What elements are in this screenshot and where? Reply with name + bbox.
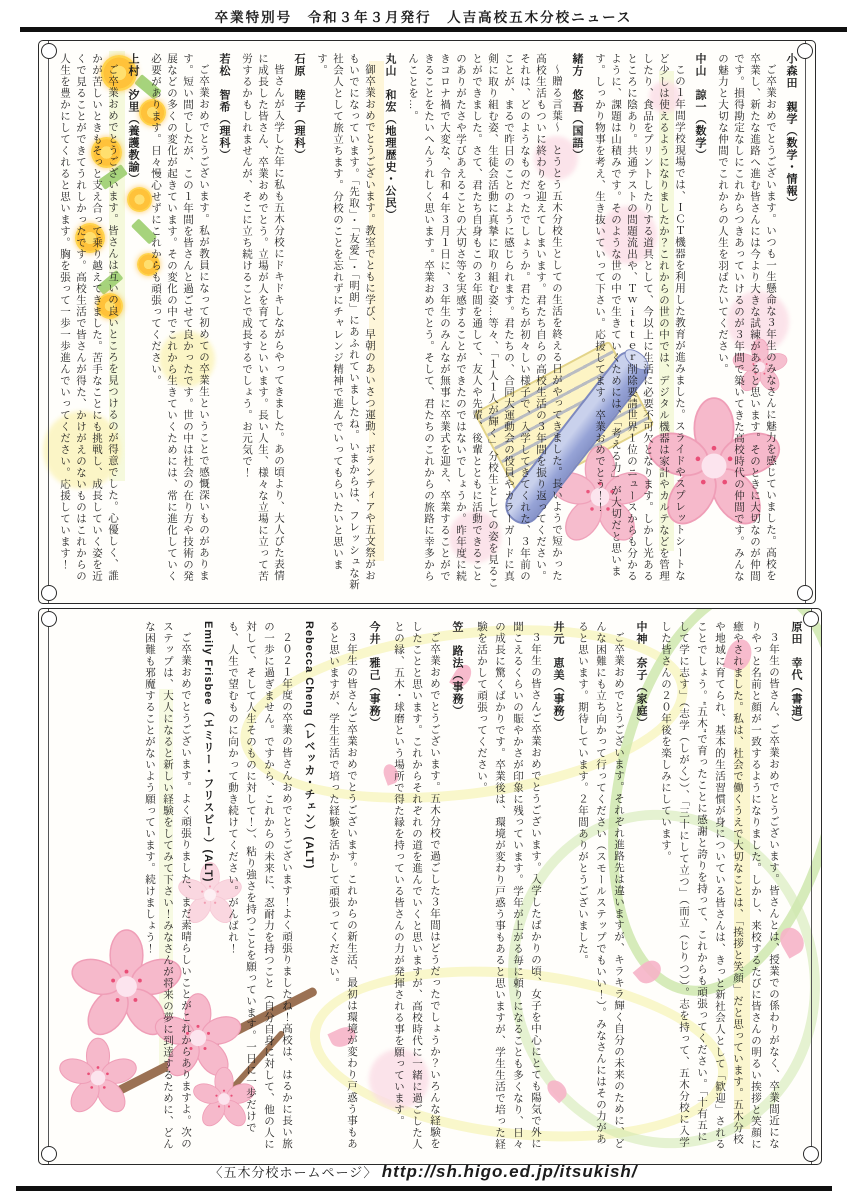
teacher-name: 小森田 親学（数学・情報） xyxy=(785,53,797,209)
teacher-message xyxy=(592,53,708,591)
teacher-name: 中神 奈子（家庭） xyxy=(635,621,647,729)
teacher-message xyxy=(473,621,567,1152)
scroll-curl-icon xyxy=(803,1146,819,1162)
message-text: ご卒業おめでとうございます。よく頑張りました、まだ素晴らしいことがこれからありますよ。次のステップは、大人になると新しい経験をしてみて下さい！みなさんが将来の夢に到達するために、どんな困難も邪魔することがないよう願っています。続けましょう！ xyxy=(144,621,192,1150)
message-text: 〜贈る言葉〜 とうとう五木分校生としての生活を終える日がやってきました。長いようで短かった高校生活もついに終わりを迎えてしまいます。君たち自らの高校生活の３年間を振り返ってください。それは、どのようなものだったでしょうか。君たちが初々しい様子で、入学してきてくれた、３年前のことが、まるで昨日のことのように感じられます。君たちの、合同大運動会の役員やカラーガードに真剣に取り組む姿、生徒会活動に真摯に取り組む姿…等々、「１人１人が輝く」分校生としての姿を見ることができました。さて、君たち自身もこの３年間を通して、友人や先輩、後輩とともに活動できることのありがたさや学びあえることの大切さ等を実感することができたのではないでしょうか。昨年度に続きコロナ禍で大変な、令和４年３月１日に、３年生のみんなが無事に卒業式を迎え、卒業することができることをたいへんうれしく思います。卒業おめでとう。そして、君たちのこれからの旅路に幸多からんことを…。 xyxy=(407,53,563,589)
teacher-name: 原田 幸代（書道） xyxy=(790,621,802,729)
teacher-name: 上村 汐里（養護教諭） xyxy=(127,53,139,185)
teacher-message xyxy=(148,53,232,591)
message-text: この１年間学校現場では、ＩＣＴ機器を利用した教育が進みました。スライドやスプレットシートなど少しは使えるようになりましたか？これからの世の中では、デジタル機器は家計やカルテなどを管理したり、食品をプリントしたりする道具として、今以上に生活に必要不可欠となります。しかし光あるところに陰あり。共通テストの問題流出や、Ｔｗｉｔｔｅｒ削除要請世界１位のニュースからも分かるように、課題は山積みです。そのような世の中で生きていくためには、「考える力」が大切だと思います。しっかり物事を考え、生き抜いていって下さい。応援してます。卒業おめでとう！！ xyxy=(594,53,686,582)
message-text: ご卒業おめでとうございます。皆さんは互いの良いところを見つけるのが得意でした。心優しく、誰かが苦しいときもそっと支え合って乗り越えてきました。苦手なことにも挑戦し、成長していく姿を近くで見ることができてうれしかったです。高校生活で皆さんが得た、かけがえのないものはこれからの人生を豊かにしてくれると思います。胸を張って一歩一歩進んでいってください。応援しています！ xyxy=(59,53,119,582)
teacher-name: Emily Frisbee（エミリー・フリスビー）(ALT) xyxy=(202,621,214,883)
teacher-name: Rebecca Cheng（レベッカ・チェン）(ALT) xyxy=(303,621,315,870)
teacher-message xyxy=(574,621,650,1152)
messages-text-flow xyxy=(55,621,805,1152)
teacher-message xyxy=(325,621,383,1152)
scroll-edge-line xyxy=(811,609,812,1164)
scroll-curl-icon xyxy=(797,43,813,59)
teacher-name: 今井 雅己（事務） xyxy=(368,621,380,729)
homepage-label: 〈五木分校ホームページ〉 xyxy=(209,1165,378,1180)
teacher-message xyxy=(405,53,585,591)
teacher-name: 笠 路法（事務） xyxy=(451,621,463,717)
teacher-name: 井元 恵美（事務） xyxy=(552,621,564,729)
messages-panel-top xyxy=(38,40,816,604)
scroll-curl-icon xyxy=(41,585,57,601)
newsletter-title: 卒業特別号 令和３年３月発行 人吉高校五木分校ニュース xyxy=(214,10,633,25)
scroll-curl-icon xyxy=(797,585,813,601)
teacher-name: 丸山 和宏（地理歴史・公民） xyxy=(384,53,396,221)
teacher-message xyxy=(224,621,318,1152)
scroll-curl-icon xyxy=(41,43,57,59)
scroll-edge-line xyxy=(805,41,806,603)
teacher-name: 中山 諒一（数学） xyxy=(694,53,706,161)
teacher-message xyxy=(314,53,398,591)
scroll-curl-icon xyxy=(41,611,57,627)
teacher-name: 若松 智希（理科） xyxy=(218,53,230,161)
message-text: ３年生の皆さん、ご卒業おめでとうございます。皆さんとは、授業での係わりがなく、卒業間近になりやっと名前と顔が一致するようになりました。しかし、来校するたびに皆さんの明るい挨拶と笑顔に癒やされました。私は、社会で働くうえで大切なことは、「挨拶と笑顔」だと思っています。五木分校や地域に育てられ、基本的生活習慣が身についている皆さんは、きっと新社会人として「歓迎」されることでしょう。“五木”で育ったことに感謝と誇りを持って、これからも頑張ってください。「十有五にして学に志す」（志学（しがく））、「三十にして立つ」（而立（じりつ））。志を持って、五木分校に入学した皆さんの２０年後を楽しみにしています。 xyxy=(660,621,780,1150)
message-text: ご卒業おめでとうございます。それぞれ進路先は違いますが、キラキラ輝く自分の未来のために、どんな困難にも立ち向かって行ってください（スモールステップでもいい！）。みなさんにはその力があると思います。期待しています。２年間ありがとうございました。 xyxy=(577,621,625,1150)
teacher-name: 緒方 悠吾（国語） xyxy=(571,53,583,161)
teacher-message xyxy=(141,621,217,1152)
teacher-message xyxy=(57,53,141,591)
scroll-edge-line xyxy=(48,609,49,1164)
message-text: ご卒業おめでとうございます。五木分校で過ごした３年間はどうだったでしょうか？いろんな経験をしたことと思います。これからそれぞれの道を進んでいくと思いますが、高校時代に一緒に過ごした人との縁、五木・球磨という場所で得た縁を持っている皆さんの力が発揮される事を願っています。 xyxy=(393,621,441,1150)
footer-divider xyxy=(16,1186,832,1191)
message-text: ３年生の皆さんご卒業おめでとうございます。入学したばかりの頃、女子を中心にとても陽気で外に聞こえるくらいの賑やかさが印象に残っています。学年が上がる毎に頼りになることも多くなり、日々の成長に驚くばかりです。卒業後は、環境が変わり戸惑う事もあると思いますが、学生生活で培った経験を活かして頑張ってください。 xyxy=(476,621,542,1150)
teacher-name: 石原 睦子（理科） xyxy=(293,53,305,161)
scroll-curl-icon xyxy=(803,611,819,627)
message-text: 御卒業おめでとうございます。教室でともに学び、早朝のあいさつ運動、ボランティアや五文祭がおもいでになっています。「先取」・「友愛」・「明朗」にあふれていましたね。いまからは、フレッシュな新社会人として旅立ちます。分校のことを忘れずにチャレンジ精神で進んでいってもらいたいと思います。 xyxy=(316,53,376,591)
message-text: ご卒業おめでとうございます。いつも一生懸命な３年生のみなさんに魅力を感じていました。高校を卒業し、新たな進路へ進む皆さんには今より大きな試練があると思います。そのときに大切なのが仲間です。損得勘定なしにこれからつきあっていけるのが３年間で築いてきた高校時代の仲間です。みんなの魅力と大切な仲間でこれからの人生を羽ばたいてください。 xyxy=(717,53,777,582)
homepage-url: http://sh.higo.ed.jp/itsukish/ xyxy=(381,1162,638,1181)
message-text: ２０２１年度の卒業の皆さんおめでとうございます！よく頑張りましたね！高校は、はるかに長い旅の一歩に過ぎません。ですから、これからの未来に、忍耐力を持つこと（自分自身に対して、他の人に対して、そして人生そのものに対して！）、粘り強さを持つことを願っています。一日に一歩だけでも、人生で望むものに向かって動き続けてください。がんばれ！ xyxy=(227,621,293,1150)
teacher-message xyxy=(715,53,799,591)
teacher-message xyxy=(657,621,805,1152)
message-text: 皆さんが入学した年に私も五木分校にドキドキしながらやってきました。あの頃より、大人びた表情に成長した皆さん、卒業おめでとう。立場が人を育てるといいます。長い人生、様々な立場に立って苦労するかもしれませんが、そこに立ち続けることで成長するでしょう。お元気で！ xyxy=(241,53,285,582)
scroll-edge-line xyxy=(48,41,49,603)
scroll-curl-icon xyxy=(41,1146,57,1162)
teacher-message xyxy=(239,53,307,591)
footer xyxy=(0,1162,847,1182)
messages-panel-bottom xyxy=(38,608,822,1165)
header-divider xyxy=(20,27,847,32)
messages-text-flow xyxy=(55,53,799,591)
teacher-message xyxy=(390,621,466,1152)
message-text: ご卒業おめでとうございます。私が教員になって初めての卒業生ということで感慨深いものがあります。短い間でしたが、この１年間を皆さんと過ごせて良かったです。世の中は社会の在り方や技術の発展などの多くの変化が起きています。その変化の中でこれから生きていくためには、常に進化していく必要があります。日々慢心せずにこれからも頑張ってください。 xyxy=(150,53,210,582)
message-text: ３年生の皆さんご卒業おめでとうございます。これからの新生活、最初は環境が変わり戸惑う事もあると思いますが、学生生活で培った経験を活かして頑張ってください。 xyxy=(328,621,358,1150)
